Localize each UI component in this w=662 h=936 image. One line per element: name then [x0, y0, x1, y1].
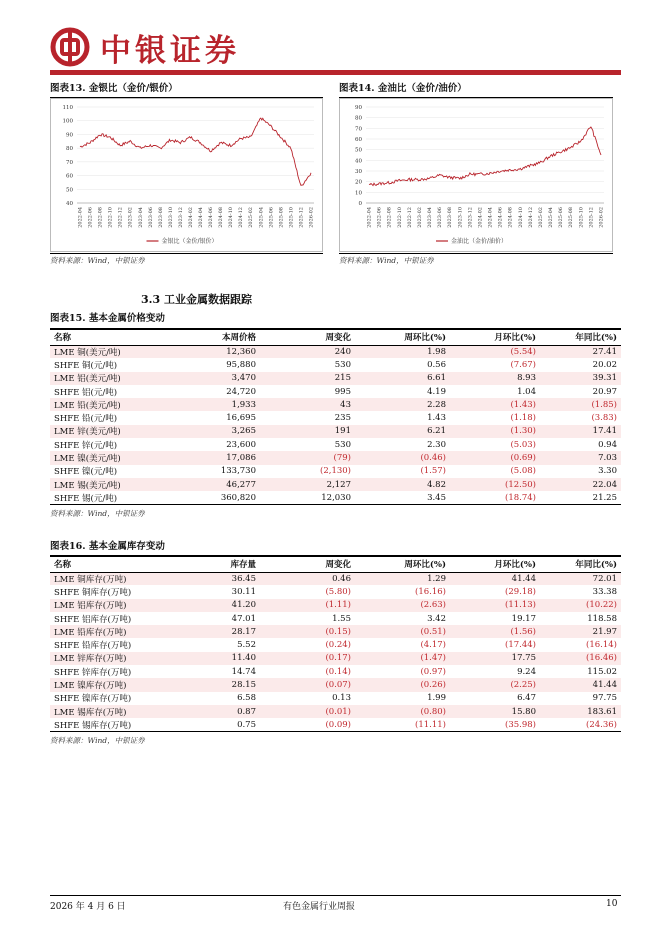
table-cell: 1.04	[517, 386, 536, 397]
x-tick-label: 2024-08	[507, 207, 514, 228]
table-cell: 2.30	[427, 439, 446, 450]
row-label: LME 镍(美元/吨)	[50, 451, 160, 464]
column-header: 名称	[50, 557, 160, 572]
fig14-chart-svg	[340, 99, 612, 251]
table-cell: 72.01	[540, 572, 621, 585]
table-cell: 1.43	[427, 413, 446, 424]
table-row	[50, 625, 621, 638]
table-cell: (1.30)	[450, 425, 540, 438]
fig15-title: 图表15. 基本金属价格变动	[50, 313, 165, 324]
table-cell: (24.36)	[540, 718, 621, 731]
table-cell: (12.50)	[450, 478, 540, 491]
table-cell: 6.58	[237, 693, 256, 704]
fig16-source: 资料来源：Wind，中银证券	[50, 736, 145, 745]
fig15-source: 资料来源：Wind，中银证券	[50, 509, 145, 518]
table-cell: (0.07)	[260, 678, 355, 691]
table-cell: 1.99	[427, 693, 446, 704]
table-row	[50, 665, 621, 678]
table-cell: 12,030	[260, 491, 355, 504]
y-tick-label: 110	[62, 105, 73, 111]
x-tick-label: 2023-08	[157, 207, 164, 228]
table-row	[50, 372, 621, 385]
y-tick-label: 0	[358, 201, 362, 207]
table-cell: 6.47	[517, 693, 536, 704]
x-tick-label: 2023-06	[147, 207, 154, 228]
table-cell: 5.52	[237, 640, 256, 651]
table-row	[50, 638, 621, 651]
y-tick-label: 40	[355, 158, 362, 165]
y-tick-label: 90	[66, 132, 73, 139]
x-tick-label: 2024-12	[238, 207, 245, 228]
footer-report-name: 有色金属行业周报	[283, 902, 356, 912]
row-label: SHFE 铝(元/吨)	[54, 387, 118, 398]
table-cell: 1.29	[355, 572, 450, 585]
table-cell: (0.14)	[325, 666, 351, 677]
table-cell: 24,720	[226, 386, 256, 397]
table-cell: (0.97)	[420, 666, 446, 677]
table-cell: 4.19	[427, 386, 446, 397]
footer-rule	[50, 895, 621, 896]
x-tick-label: 2022-10	[107, 207, 114, 228]
y-tick-label: 100	[62, 118, 73, 125]
x-tick-label: 2022-04	[77, 207, 84, 228]
x-tick-label: 2025-10	[288, 206, 295, 228]
footer-date: 2026 年 4 月 6 日	[50, 902, 126, 912]
table-cell: (1.18)	[510, 413, 536, 424]
y-tick-label: 10	[355, 190, 362, 197]
table-row	[50, 599, 621, 612]
fig13-source: 资料来源：Wind，中银证券	[50, 256, 145, 265]
table-cell: (29.18)	[505, 586, 536, 597]
x-tick-label: 2025-06	[558, 207, 565, 228]
table-cell: (11.13)	[450, 599, 540, 612]
series-line	[369, 127, 601, 186]
table-cell: 9.24	[517, 666, 536, 677]
table-cell: 0.13	[332, 693, 351, 704]
brand-name: 中银证券	[100, 32, 240, 69]
metal-price-table	[50, 330, 621, 505]
y-tick-label: 80	[355, 115, 362, 122]
table-cell: 0.56	[427, 359, 446, 370]
y-tick-label: 70	[355, 126, 362, 133]
row-label: LME 铜(美元/吨)	[50, 345, 160, 358]
table-cell: (1.56)	[450, 625, 540, 638]
table-cell: 183.61	[540, 705, 621, 718]
table-cell: 4.82	[355, 478, 450, 491]
table-cell: 41.44	[450, 572, 540, 585]
table-cell: 17.75	[450, 652, 540, 665]
table-cell: (5.54)	[450, 345, 540, 358]
table-cell: 21.97	[540, 625, 621, 638]
x-tick-label: 2022-04	[366, 207, 373, 228]
column-header: 周变化	[260, 330, 355, 345]
fig13-source-rule	[50, 253, 323, 254]
table-cell: 33.38	[592, 586, 617, 597]
row-label: LME 锡(美元/吨)	[50, 478, 160, 491]
fig13-chart-svg	[51, 99, 322, 251]
table-row	[50, 385, 621, 398]
x-tick-label: 2023-06	[437, 207, 444, 228]
y-tick-label: 50	[66, 187, 73, 194]
header-rule	[50, 70, 621, 75]
page-header	[50, 22, 240, 72]
table-cell: (16.46)	[540, 652, 621, 665]
table-cell: (3.83)	[591, 413, 617, 424]
row-label: SHFE 铜库存(万吨)	[54, 587, 132, 598]
column-header: 库存量	[160, 557, 260, 572]
table-cell: 95,880	[226, 359, 256, 370]
table-header-row	[50, 557, 621, 572]
x-tick-label: 2023-12	[467, 207, 474, 228]
x-tick-label: 2022-06	[376, 207, 383, 228]
row-label: SHFE 锌(元/吨)	[54, 440, 118, 451]
column-header: 年同比(%)	[540, 557, 621, 572]
y-tick-label: 90	[355, 105, 362, 111]
table-cell: (0.46)	[355, 451, 450, 464]
row-label: LME 铝(美元/吨)	[50, 372, 160, 385]
x-tick-label: 2023-04	[427, 207, 434, 228]
x-tick-label: 2024-06	[497, 207, 504, 228]
x-tick-label: 2024-04	[487, 207, 494, 228]
table-cell: (0.80)	[355, 705, 450, 718]
x-tick-label: 2025-04	[548, 207, 555, 228]
row-label: LME 铜库存(万吨)	[50, 572, 160, 585]
table-row	[50, 612, 621, 625]
x-tick-label: 2026-02	[598, 207, 605, 228]
fig14-source: 资料来源：Wind，中银证券	[339, 256, 434, 265]
x-tick-label: 2023-08	[447, 207, 454, 228]
table-cell: 0.46	[260, 572, 355, 585]
x-tick-label: 2023-04	[137, 207, 144, 228]
table-cell: 3,470	[160, 372, 260, 385]
y-tick-label: 60	[355, 137, 362, 143]
table-cell: (16.14)	[586, 640, 617, 651]
column-header: 年同比(%)	[540, 330, 621, 345]
table-cell: 22.04	[540, 478, 621, 491]
row-label: SHFE 锡(元/吨)	[50, 491, 160, 504]
x-tick-label: 2024-02	[477, 207, 484, 228]
row-label: SHFE 铜(元/吨)	[54, 360, 118, 371]
table-cell: (0.24)	[325, 640, 351, 651]
table-cell: 3.42	[427, 613, 446, 624]
table-row	[50, 718, 621, 731]
row-label: SHFE 铅(元/吨)	[54, 414, 118, 425]
table-cell: 39.31	[540, 372, 621, 385]
table-cell: 1.55	[332, 613, 351, 624]
table-row	[50, 705, 621, 718]
table-cell: 118.58	[587, 613, 617, 624]
x-tick-label: 2025-02	[537, 207, 544, 228]
table-row	[50, 491, 621, 504]
row-label: LME 铝库存(万吨)	[50, 599, 160, 612]
series-line	[80, 118, 311, 185]
table-cell: 28.17	[160, 625, 260, 638]
table-row	[50, 692, 621, 705]
x-tick-label: 2022-06	[87, 207, 94, 228]
column-header: 周环比(%)	[355, 330, 450, 345]
x-tick-label: 2025-12	[298, 207, 305, 228]
table-row	[50, 652, 621, 665]
row-label: LME 铅(美元/吨)	[50, 398, 160, 411]
table-cell: 115.02	[587, 666, 617, 677]
row-label: SHFE 镍库存(万吨)	[54, 694, 132, 705]
legend-label: 金银比（金价/银价）	[161, 238, 218, 245]
column-header: 月环比(%)	[450, 330, 540, 345]
table-row	[50, 678, 621, 691]
table-row	[50, 358, 621, 371]
section-title: 3.3 工业金属数据跟踪	[141, 293, 252, 306]
table-cell: 2.28	[355, 398, 450, 411]
table-cell: 0.94	[598, 439, 617, 450]
table-cell: 17,086	[160, 451, 260, 464]
row-label: SHFE 镍(元/吨)	[54, 467, 118, 478]
table-cell: (1.43)	[450, 398, 540, 411]
table-cell: (2.25)	[450, 678, 540, 691]
x-tick-label: 2025-10	[578, 207, 585, 228]
table-cell: 41.44	[540, 678, 621, 691]
table-cell: (17.44)	[505, 640, 536, 651]
y-tick-label: 80	[66, 146, 73, 153]
fig16-title: 图表16. 基本金属库存变动	[50, 541, 165, 552]
row-label: LME 锌(美元/吨)	[50, 425, 160, 438]
x-tick-label: 2023-02	[416, 207, 423, 228]
table-cell: 16,695	[226, 413, 256, 424]
x-tick-label: 2022-08	[386, 207, 393, 228]
x-tick-label: 2022-10	[396, 207, 403, 228]
table-cell: 240	[260, 345, 355, 358]
table-cell: (0.17)	[260, 652, 355, 665]
table-cell: 235	[334, 413, 351, 424]
row-label: SHFE 锌库存(万吨)	[54, 667, 132, 678]
x-tick-label: 2022-08	[97, 207, 104, 228]
table-cell: 360,820	[160, 491, 260, 504]
table-row	[50, 478, 621, 491]
table-cell: (0.51)	[355, 625, 450, 638]
y-tick-label: 50	[355, 147, 362, 154]
table-cell: (35.98)	[450, 718, 540, 731]
x-tick-label: 2023-10	[457, 207, 464, 228]
legend-label: 金油比（金价/油价）	[451, 238, 508, 245]
table-cell: 133,730	[220, 466, 256, 477]
table-cell: (5.80)	[325, 586, 351, 597]
row-label: SHFE 铝库存(万吨)	[54, 614, 132, 625]
metal-inventory-table	[50, 557, 621, 732]
table-cell: 3.45	[355, 491, 450, 504]
table-cell: (0.15)	[260, 625, 355, 638]
column-header: 本周价格	[160, 330, 260, 345]
x-tick-label: 2026-02	[308, 207, 315, 228]
table-cell: (0.09)	[260, 718, 355, 731]
x-tick-label: 2025-08	[278, 207, 285, 228]
x-tick-label: 2023-10	[167, 207, 174, 228]
table-cell: 30.11	[231, 586, 256, 597]
table-row	[50, 585, 621, 598]
table-cell: 995	[334, 386, 351, 397]
column-header: 周环比(%)	[355, 557, 450, 572]
row-label: LME 镍库存(万吨)	[50, 678, 160, 691]
table-cell: 6.21	[355, 425, 450, 438]
table-cell: 97.75	[592, 693, 617, 704]
table-cell: 1.98	[355, 345, 450, 358]
table-row	[50, 465, 621, 478]
table-cell: 19.17	[511, 613, 536, 624]
column-header: 月环比(%)	[450, 557, 540, 572]
x-tick-label: 2022-12	[117, 207, 124, 228]
column-header: 名称	[50, 330, 160, 345]
table-row	[50, 451, 621, 464]
table-cell: (11.11)	[355, 718, 450, 731]
table-cell: (1.85)	[540, 398, 621, 411]
x-tick-label: 2022-12	[406, 207, 413, 228]
table-cell: 41.20	[160, 599, 260, 612]
table-cell: 215	[260, 372, 355, 385]
x-tick-label: 2024-12	[527, 207, 534, 228]
table-cell: 36.45	[160, 572, 260, 585]
row-label: LME 锌库存(万吨)	[50, 652, 160, 665]
x-tick-label: 2025-12	[588, 206, 595, 228]
table-cell: 20.02	[592, 359, 617, 370]
row-label: LME 锡库存(万吨)	[50, 705, 160, 718]
table-cell: (0.69)	[450, 451, 540, 464]
table-cell: (4.17)	[420, 640, 446, 651]
table-cell: 1,933	[160, 398, 260, 411]
table-cell: 12,360	[160, 345, 260, 358]
x-tick-label: 2024-04	[198, 207, 205, 228]
table-cell: 3,265	[160, 425, 260, 438]
row-label: LME 铅库存(万吨)	[50, 625, 160, 638]
table-cell: 2,127	[260, 478, 355, 491]
page-number: 10	[606, 899, 618, 909]
y-tick-label: 70	[66, 159, 73, 166]
table-cell: 191	[260, 425, 355, 438]
table-cell: (1.57)	[420, 466, 446, 477]
x-tick-label: 2025-06	[268, 207, 275, 228]
table-cell: 530	[334, 359, 351, 370]
table-cell: 47.01	[231, 613, 256, 624]
x-tick-label: 2024-06	[208, 207, 215, 228]
fig14-title: 图表14. 金油比（金价/油价）	[339, 83, 467, 94]
table-cell: (10.22)	[540, 599, 621, 612]
table-row	[50, 345, 621, 358]
x-tick-label: 2024-02	[187, 207, 194, 228]
table-cell: 43	[260, 398, 355, 411]
table-cell: (2.63)	[355, 599, 450, 612]
table-cell: 15.80	[450, 705, 540, 718]
y-tick-label: 30	[355, 169, 362, 175]
bank-of-china-logo-icon	[50, 27, 90, 67]
table-row	[50, 438, 621, 451]
table-cell: 6.61	[355, 372, 450, 385]
table-cell: 530	[334, 439, 351, 450]
fig13-title: 图表13. 金银比（金价/银价）	[50, 83, 178, 94]
table-cell: 27.41	[540, 345, 621, 358]
table-cell: 17.41	[540, 425, 621, 438]
x-tick-label: 2024-10	[228, 207, 235, 228]
table-cell: 0.87	[160, 705, 260, 718]
table-cell: 3.30	[598, 466, 617, 477]
x-tick-label: 2023-02	[127, 207, 134, 228]
fig14-chart	[339, 98, 613, 252]
fig14-source-rule	[339, 253, 613, 254]
table-cell: (2,130)	[320, 466, 351, 477]
column-header: 周变化	[260, 557, 355, 572]
table-cell: (0.01)	[260, 705, 355, 718]
table-cell: 28.15	[160, 678, 260, 691]
table-cell: 14.74	[231, 666, 256, 677]
table-cell: (1.47)	[355, 652, 450, 665]
row-label: SHFE 铅库存(万吨)	[54, 641, 132, 652]
table-row	[50, 411, 621, 424]
table-cell: 46,277	[160, 478, 260, 491]
x-tick-label: 2023-12	[177, 207, 184, 228]
table-cell: 0.75	[160, 718, 260, 731]
table-cell: 23,600	[226, 439, 256, 450]
table-cell: (16.16)	[415, 586, 446, 597]
x-tick-label: 2025-04	[258, 207, 265, 228]
table-row	[50, 425, 621, 438]
table-cell: 8.93	[450, 372, 540, 385]
y-tick-label: 60	[66, 173, 73, 180]
table-cell: 20.97	[592, 386, 617, 397]
table-cell: (5.08)	[510, 466, 536, 477]
fig13-chart	[50, 98, 323, 252]
x-tick-label: 2024-08	[218, 207, 225, 228]
table-cell: (79)	[260, 451, 355, 464]
table-cell: 11.40	[160, 652, 260, 665]
y-tick-label: 40	[66, 201, 73, 207]
table-cell: (7.67)	[510, 359, 536, 370]
table-cell: (5.03)	[510, 439, 536, 450]
table-cell: 7.03	[540, 451, 621, 464]
table-cell: (18.74)	[450, 491, 540, 504]
x-tick-label: 2025-02	[248, 207, 255, 228]
row-label: SHFE 锡库存(万吨)	[50, 718, 160, 731]
table-cell: (0.26)	[355, 678, 450, 691]
table-cell: 21.25	[540, 491, 621, 504]
table-row	[50, 572, 621, 585]
table-header-row	[50, 330, 621, 345]
x-tick-label: 2024-10	[517, 207, 524, 228]
table-cell: (1.11)	[260, 599, 355, 612]
x-tick-label: 2025-08	[568, 207, 575, 228]
table-row	[50, 398, 621, 411]
y-tick-label: 20	[355, 179, 362, 186]
